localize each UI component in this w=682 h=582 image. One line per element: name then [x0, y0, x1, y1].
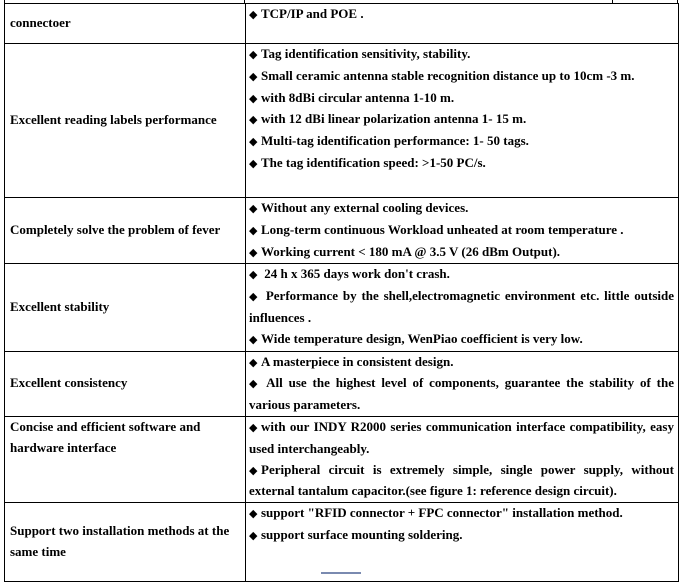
- list-item: ◆ All use the highest level of components, guarantee the stability of the various parameters.: [249, 375, 674, 413]
- row-label: Excellent consistency: [5, 351, 246, 416]
- diamond-bullet-icon: ◆: [249, 91, 258, 105]
- list-item: ◆ TCP/IP and POE .: [249, 4, 674, 26]
- row-label: connectoer: [5, 4, 246, 44]
- row-label: Concise and efficient software and hardware interface: [5, 416, 246, 502]
- row-label: Support two installation methods at the same time: [5, 503, 246, 582]
- diamond-bullet-icon: ◆: [249, 202, 258, 215]
- row-label: Excellent reading labels performance: [5, 44, 246, 198]
- list-item: ◆ with 8dBi circular antenna 1-10 m.: [249, 88, 674, 110]
- table-row: [5, 416, 679, 502]
- diamond-bullet-icon: ◆: [249, 420, 258, 434]
- list-item: ◆ Small ceramic antenna stable recognition distance up to 10cm -3 m.: [249, 66, 674, 88]
- list-item: ◆ with 12 dBi linear polarization antenna 1- 15 m.: [249, 109, 674, 131]
- diamond-bullet-icon: ◆: [249, 507, 258, 521]
- list-item: ◆ The tag identification speed: >1-50 PC/s.: [249, 153, 674, 175]
- list-item: ◆ support surface mounting soldering.: [249, 525, 674, 547]
- diamond-bullet-icon: ◆: [249, 113, 258, 127]
- list-item: ◆ Working current < 180 mA @ 3.5 V (26 dBm Output).: [249, 242, 674, 264]
- row-value: [246, 264, 679, 351]
- table-row: [5, 503, 679, 582]
- row-value: [246, 503, 679, 582]
- table-row: [5, 4, 679, 44]
- diamond-bullet-icon: ◆: [249, 48, 258, 61]
- row-label: Excellent stability: [5, 264, 246, 351]
- table-row: [5, 351, 679, 416]
- list-item: ◆ Long-term continuous Workload unheated at room temperature .: [249, 220, 674, 242]
- diamond-bullet-icon: ◆: [249, 463, 258, 477]
- diamond-bullet-icon: ◆: [249, 528, 258, 542]
- list-item: ◆ Tag identification sensitivity, stability.: [249, 44, 674, 66]
- list-item: ◆ Wide temperature design, WenPiao coefficient is very low.: [249, 329, 674, 351]
- list-item: ◆ Multi-tag identification performance: 1- 50 tags.: [249, 131, 674, 153]
- list-item: ◆ Performance by the shell,electromagnetic environment etc. little outside influences .: [249, 288, 674, 325]
- row-label: Completely solve the problem of fever: [5, 198, 246, 264]
- diamond-bullet-icon: ◆: [249, 69, 258, 83]
- table-row: [5, 198, 679, 264]
- list-item: ◆ Without any external cooling devices.: [249, 198, 674, 220]
- row-value: [246, 351, 679, 416]
- list-item: ◆ support "RFID connector + FPC connector" installation method.: [249, 503, 674, 525]
- list-item: ◆ 24 h x 365 days work don't crash.: [249, 264, 674, 286]
- table-row: [5, 264, 679, 351]
- diamond-bullet-icon: ◆: [249, 332, 258, 346]
- diamond-bullet-icon: ◆: [249, 245, 258, 259]
- row-value: [246, 4, 679, 44]
- diamond-bullet-icon: ◆: [249, 268, 258, 282]
- diamond-bullet-icon: ◆: [249, 156, 258, 170]
- page-marker: [321, 572, 361, 574]
- list-item: ◆ A masterpiece in consistent design.: [249, 352, 674, 374]
- table-row: [5, 44, 679, 198]
- diamond-bullet-icon: ◆: [249, 135, 258, 149]
- spec-table: [4, 3, 679, 582]
- row-value: [246, 198, 679, 264]
- list-item: ◆ Peripheral circuit is extremely simple, single power supply, without external tantalum capacitor.(see figure 1: reference design circuit).: [249, 461, 674, 499]
- list-item: ◆ with our INDY R2000 series communication interface compatibility, easy used interchangeably.: [249, 418, 674, 456]
- row-value: [246, 416, 679, 502]
- row-value: [246, 44, 679, 198]
- diamond-bullet-icon: ◆: [249, 355, 258, 369]
- diamond-bullet-icon: ◆: [249, 223, 258, 237]
- diamond-bullet-icon: ◆: [249, 377, 258, 391]
- diamond-bullet-icon: ◆: [249, 290, 258, 304]
- diamond-bullet-icon: ◆: [249, 8, 258, 21]
